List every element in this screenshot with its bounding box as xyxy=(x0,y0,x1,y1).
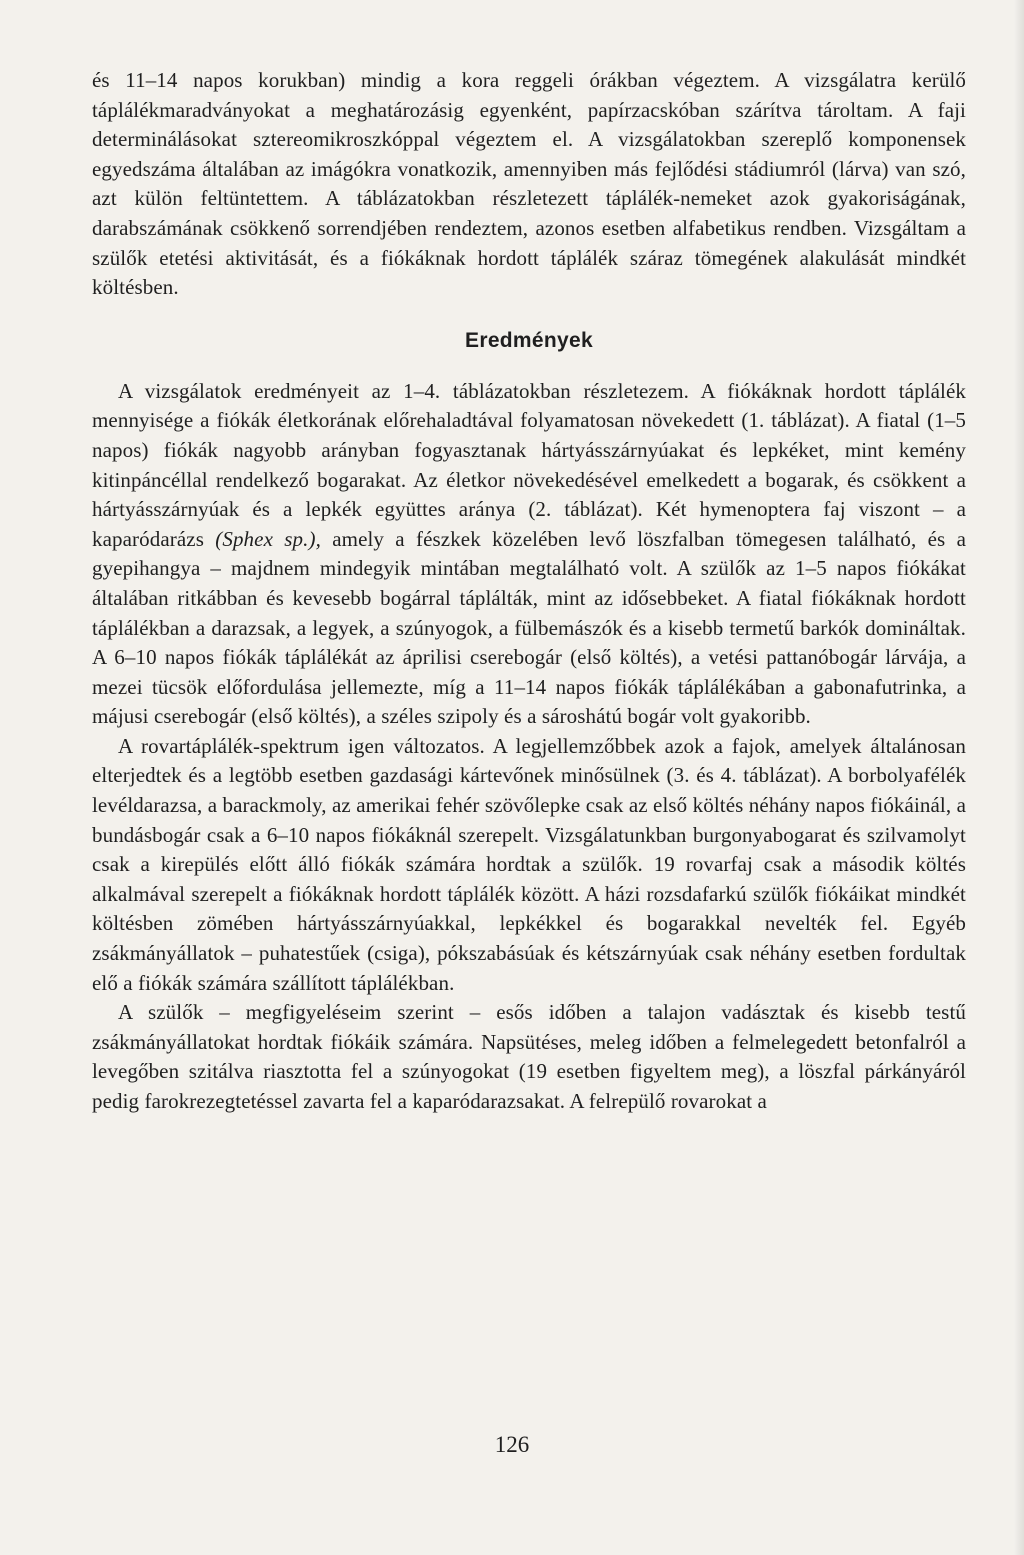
results-paragraph-1-text-b: amely a fészkek közelében levő löszfalban tömegesen található, és a gyepihangya – majdnem mindegyik mintában megtalálható volt. A szülők az 1–5 napos fiókákat általában ritkábban és kevesebb bogárral táplálták, mint az idősebbeket. A fiatal fiókáknak hordott táplálékban a darazsak, a legyek, a szúnyogok, a fülbemászók és a kisebb termetű barkók domináltak. A 6–10 napos fiókák táplálékát az áprilisi cserebogár (első költés), a vetési pattanóbogár lárvája, a mezei tücsök előfordulása jellemezte, míg a 11–14 napos fiókák táplálékában a gabonafutrinka, a májusi cserebogár (első költés), a széles szipoly és a sároshátú bogár volt gyakoribb. xyxy=(92,526,966,729)
page-body xyxy=(92,66,966,1117)
results-paragraph-3: A szülők – megfigyeléseim szerint – esős időben a talajon vadásztak és kisebb testű zsákmányállatokat hordtak fiókáik számára. Napsütéses, meleg időben a felmelegedett betonfalról a levegőben szitálva riasztotta fel a szúnyogokat (19 esetben figyeltem meg), a löszfal párkányáról pedig farokrezegtetéssel zavarta fel a kaparódarazsakat. A felrepülő rovarokat a xyxy=(92,1000,966,1113)
section-heading: Eredmények xyxy=(465,328,593,352)
results-paragraph-1-text-a: A vizsgálatok eredményeit az 1–4. táblázatokban részletezem. A fiókáknak hordott táplálék mennyisége a fiókák életkorának előrehaladtával folyamatosan növekedett (1. táblázat). A fiatal (1–5 napos) fiókák nagyobb arányban fogyasztanak hártyásszárnyúakat és lepkéket, mint kemény kitinpáncéllal rendelkező bogarakat. Az életkor növekedésével emelkedett a bogarak, és csökkent a hártyásszárnyúak és a lepkék együttes aránya (2. táblázat). Két hymenoptera faj viszont – a kaparódarázs xyxy=(92,378,966,551)
results-paragraph-2: A rovartáplálék-spektrum igen változatos. A legjellemzőbbek azok a fajok, amelyek általánosan elterjedtek és a legtöbb esetben gazdasági kártevőnek minősülnek (3. és 4. táblázat). A borbolyafélék levéldarazsa, a barackmoly, az amerikai fehér szövőlepke csak az első költés néhány napos fiókáinál, a bundásbogár csak a 6–10 napos fiókáknál szerepelt. Vizsgálatunkban burgonyabogarat és szilvamolyt csak a kirepülés előtt álló fiókák számára hordtak a szülők. 19 rovarfaj csak a második költés alkalmával szerepelt a fiókáknak hordott táplálék között. A házi rozsdafarkú szülők fiókáikat mindkét költésben zömében hártyásszárnyúakkal, lepkékkel és bogarakkal nevelték fel. Egyéb zsákmányállatok – puhatestűek (csiga), pókszabásúak és kétszárnyúak csak néhány esetben fordultak elő a fiókák számára szállított táplálékban. xyxy=(92,733,966,995)
page-edge-shadow xyxy=(1014,0,1024,1555)
species-italic: (Sphex sp.), xyxy=(215,526,321,551)
results-paragraph-1 xyxy=(92,377,966,732)
page-number: 126 xyxy=(494,1432,530,1457)
intro-paragraph: és 11–14 napos korukban) mindig a kora reggeli órákban végeztem. A vizsgálatra kerülő táplálékmaradványokat a meghatározásig egyenként, papírzacskóban szárítva tároltam. A faji determinálásokat sztereomikroszkóppal végeztem el. A vizsgálatokban szereplő komponensek egyedszáma általában az imágókra vonatkozik, amennyiben más fejlődési stádiumról (lárva) van szó, azt külön feltüntettem. A táblázatokban részletezett táplálék-nemeket azok gyakoriságának, darabszámának csökkenő sorrendjében rendeztem, azonos esetben alfabetikus rendben. Vizsgáltam a szülők etetési aktivitását, és a fiókáknak hordott táplálék száraz tömegének alakulását mindkét költésben. xyxy=(92,68,966,300)
